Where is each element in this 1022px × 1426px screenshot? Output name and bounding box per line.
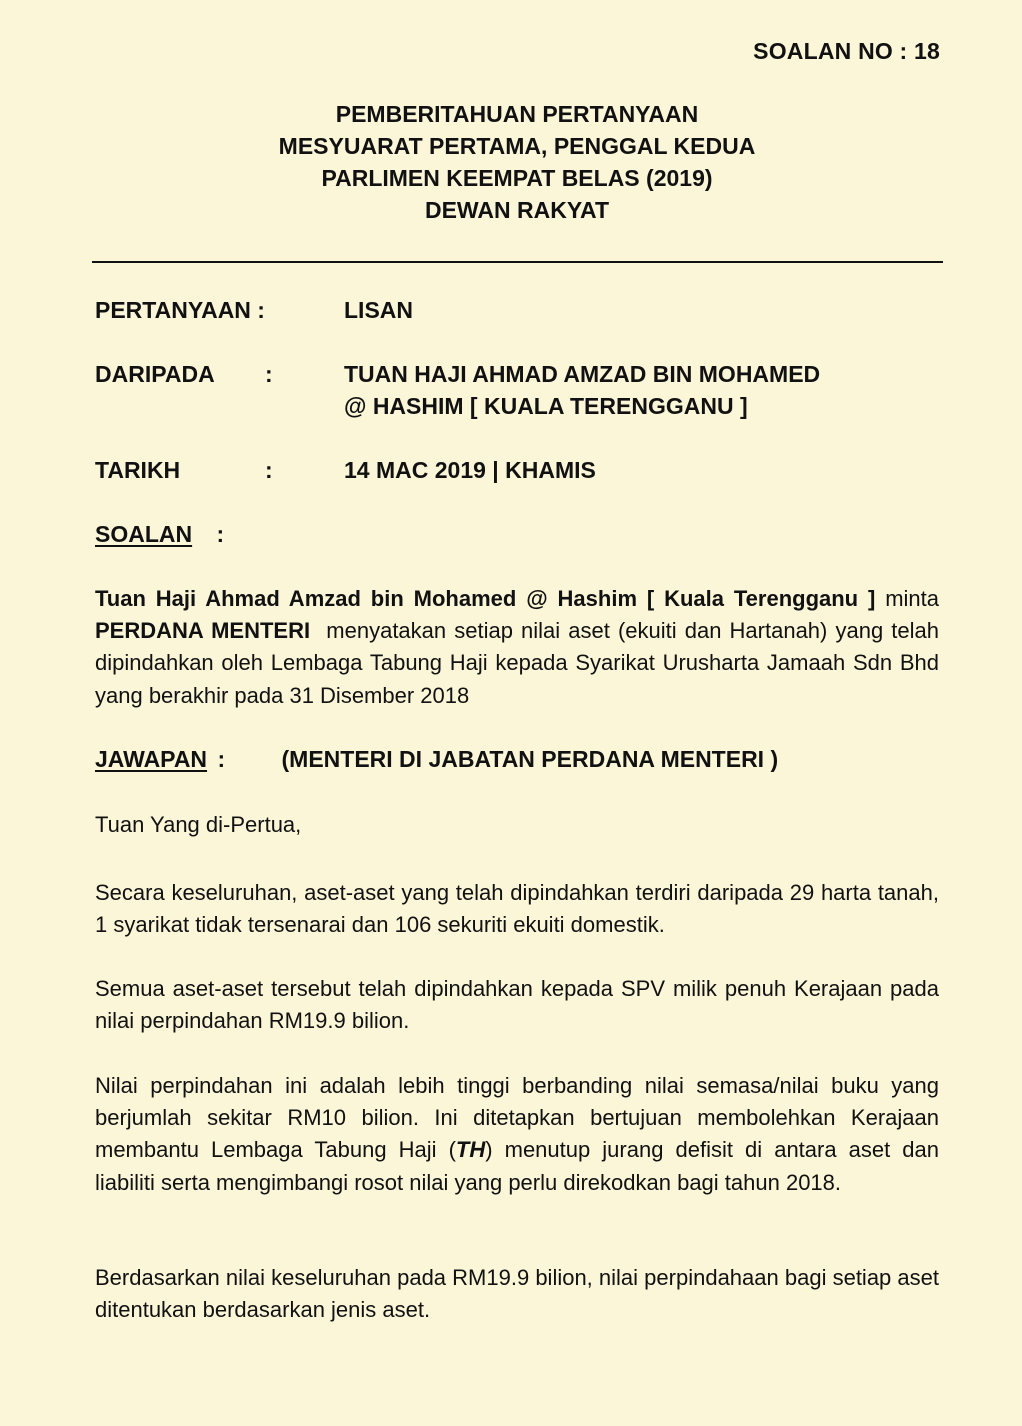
soalan-heading-label: SOALAN bbox=[95, 521, 193, 547]
header-line-2: MESYUARAT PERTAMA, PENGGAL KEDUA bbox=[278, 133, 756, 159]
answer-th-abbrev: TH bbox=[455, 1137, 486, 1163]
daripada-value-line-2: @ HASHIM [ KUALA TERENGGANU ] bbox=[344, 393, 748, 419]
header-line-1: PEMBERITAHUAN PERTANYAAN bbox=[335, 101, 699, 127]
soalan-heading bbox=[95, 518, 224, 550]
answer-paragraph-3 bbox=[95, 1070, 939, 1199]
header-line-3: PARLIMEN KEEMPAT BELAS (2019) bbox=[321, 165, 713, 191]
document-header bbox=[0, 98, 1022, 226]
header-divider bbox=[92, 261, 943, 263]
question-text: menyatakan setiap nilai aset (ekuiti dan Hartanah) yang telah dipindahkan oleh Lembaga Tabung Haji kepada Syarikat Urusharta Jamaah Sdn Bhd yang berakhir pada 31 Disember 2018 bbox=[95, 618, 939, 708]
jawapan-heading-label: JAWAPAN bbox=[95, 746, 208, 772]
answer-paragraph-3-part-a: Nilai perpindahan ini adalah lebih tinggi berbanding nilai semasa/nilai buku yang berjumlah sekitar RM10 bilion. Ini ditetapkan bertujuan membolehkan Kerajaan membantu Lembaga Tabung Haji ( bbox=[95, 1073, 939, 1163]
salutation: Tuan Yang di-Pertua, bbox=[95, 812, 302, 837]
jawapan-minister: (MENTERI DI JABATAN PERDANA MENTERI ) bbox=[281, 746, 779, 772]
answer-paragraph-1: Secara keseluruhan, aset-aset yang telah dipindahkan terdiri daripada 29 harta tanah, 1 syarikat tidak tersenarai dan 106 sekuriti ekuiti domestik. bbox=[95, 880, 939, 938]
question-number: SOALAN NO : 18 bbox=[753, 38, 940, 64]
soalan-heading-colon: : bbox=[216, 521, 225, 547]
header-line-4: DEWAN RAKYAT bbox=[424, 197, 609, 223]
tarikh-value: 14 MAC 2019 | KHAMIS bbox=[344, 457, 596, 483]
tarikh-colon: : bbox=[265, 457, 273, 483]
daripada-label: DARIPADA bbox=[95, 361, 215, 387]
pertanyaan-value: LISAN bbox=[344, 297, 413, 323]
pertanyaan-label: PERTANYAAN : bbox=[95, 297, 265, 323]
question-minta: minta bbox=[885, 586, 939, 611]
daripada-value-line-1: TUAN HAJI AHMAD AMZAD BIN MOHAMED bbox=[344, 361, 821, 387]
daripada-colon: : bbox=[265, 361, 273, 387]
answer-paragraph-2: Semua aset-aset tersebut telah dipindahkan kepada SPV milik penuh Kerajaan pada nilai perpindahan RM19.9 bilion. bbox=[95, 976, 939, 1034]
tarikh-label: TARIKH bbox=[95, 457, 181, 483]
question-paragraph bbox=[95, 583, 939, 712]
answer-paragraph-3-part-b: ) menutup jurang defisit di antara aset dan liabiliti serta mengimbangi rosot nilai yang perlu direkodkan bagi tahun 2018. bbox=[95, 1137, 939, 1195]
jawapan-heading-colon: : bbox=[217, 746, 226, 772]
question-addressee: PERDANA MENTERI bbox=[95, 618, 311, 644]
jawapan-heading bbox=[95, 743, 778, 775]
answer-paragraph-4: Berdasarkan nilai keseluruhan pada RM19.9 bilion, nilai perpindahaan bagi setiap aset ditentukan berdasarkan jenis aset. bbox=[95, 1265, 939, 1323]
question-asker: Tuan Haji Ahmad Amzad bin Mohamed @ Hashim [ Kuala Terengganu ] bbox=[95, 586, 876, 611]
